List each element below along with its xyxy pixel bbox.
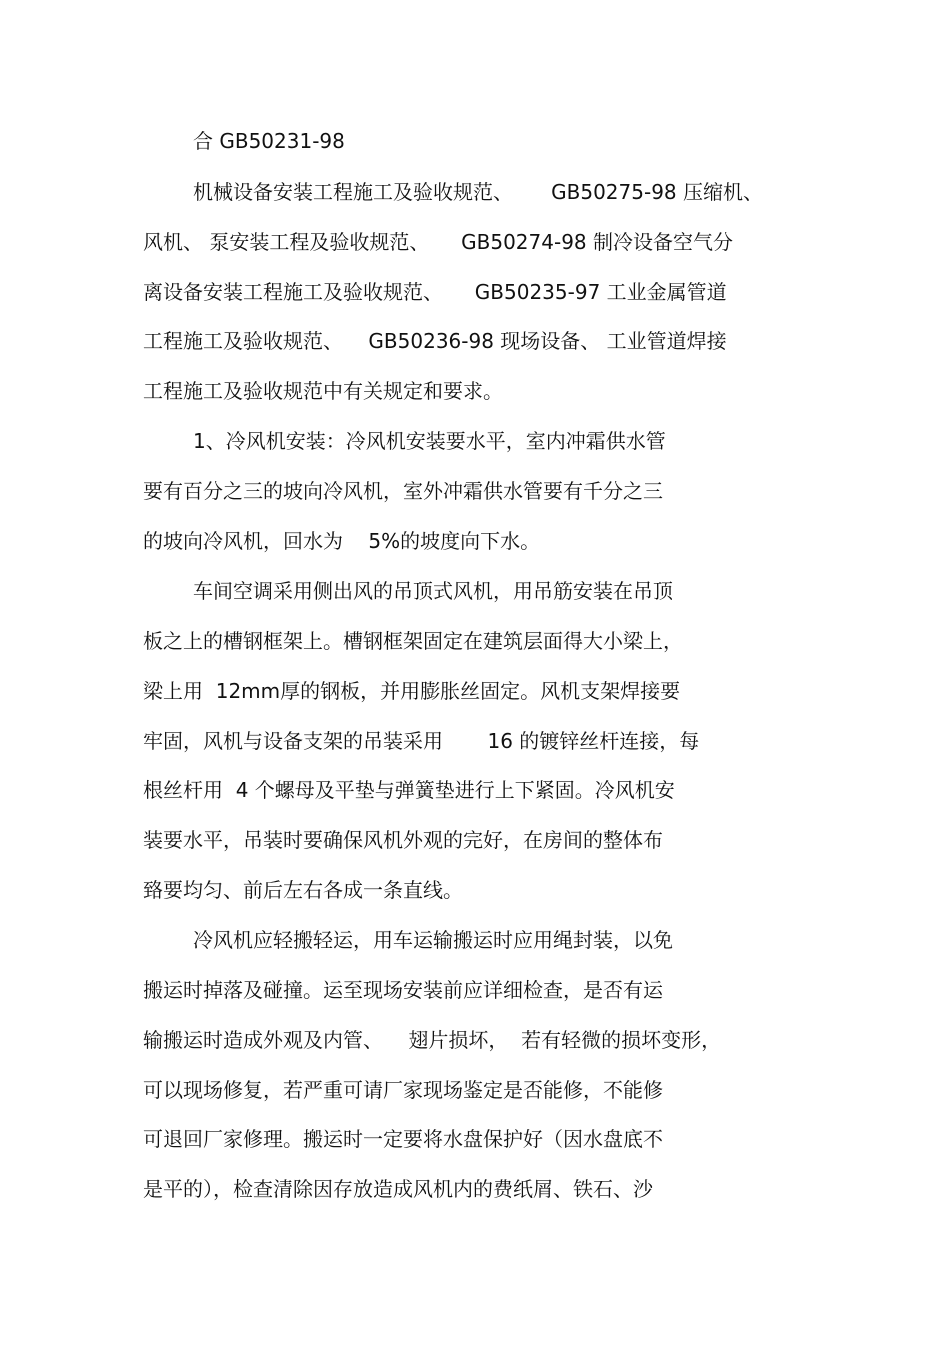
text-line-4: 离设备安装工程施工及验收规范、 GB50235-97 工业金属管道 xyxy=(143,280,727,304)
text-line-6: 工程施工及验收规范中有关规定和要求。 xyxy=(143,379,503,403)
text-line-18: 搬运时掉落及碰撞。运至现场安装前应详细检查，是否有运 xyxy=(143,978,663,1002)
text-line-20: 可以现场修复，若严重可请厂家现场鉴定是否能修，不能修 xyxy=(143,1078,663,1102)
text-line-17: 冷风机应轻搬轻运，用车运输搬运时应用绳封装，以免 xyxy=(193,928,673,952)
text-line-13: 牢固，风机与设备支架的吊装采用 16 的镀锌丝杆连接，每 xyxy=(143,729,700,753)
text-line-21: 可退回厂家修理。搬运时一定要将水盘保护好（因水盘底不 xyxy=(143,1127,663,1151)
text-line-12: 梁上用 12mm厚的钢板，并用膨胀丝固定。风机支架焊接要 xyxy=(143,679,681,703)
text-line-22: 是平的），检查清除因存放造成风机内的费纸屑、铁石、沙 xyxy=(143,1177,653,1201)
text-line-2: 机械设备安装工程施工及验收规范、 GB50275-98 压缩机、 xyxy=(193,180,764,204)
text-line-11: 板之上的槽钢框架上。槽钢框架固定在建筑层面得大小梁上， xyxy=(143,629,683,653)
text-line-1: 合 GB50231-98 xyxy=(193,129,345,153)
text-line-16: 臵要均匀、前后左右各成一条直线。 xyxy=(143,878,463,902)
text-line-15: 装要水平，吊装时要确保风机外观的完好，在房间的整体布 xyxy=(143,828,663,852)
text-line-19: 输搬运时造成外观及内管、 翅片损坏， 若有轻微的损坏变形， xyxy=(143,1028,722,1052)
text-line-7: 1、冷风机安装：冷风机安装要水平，室内冲霜供水管 xyxy=(193,429,666,453)
text-line-3: 风机、 泵安装工程及验收规范、 GB50274-98 制冷设备空气分 xyxy=(143,230,734,254)
text-line-5: 工程施工及验收规范、 GB50236-98 现场设备、 工业管道焊接 xyxy=(143,329,727,353)
text-line-10: 车间空调采用侧出风的吊顶式风机，用吊筋安装在吊顶 xyxy=(193,579,673,603)
text-line-8: 要有百分之三的坡向冷风机，室外冲霜供水管要有千分之三 xyxy=(143,479,663,503)
text-line-14: 根丝杆用 4 个螺母及平垫与弹簧垫进行上下紧固。冷风机安 xyxy=(143,778,675,802)
text-line-9: 的坡向冷风机，回水为 5%的坡度向下水。 xyxy=(143,529,541,553)
